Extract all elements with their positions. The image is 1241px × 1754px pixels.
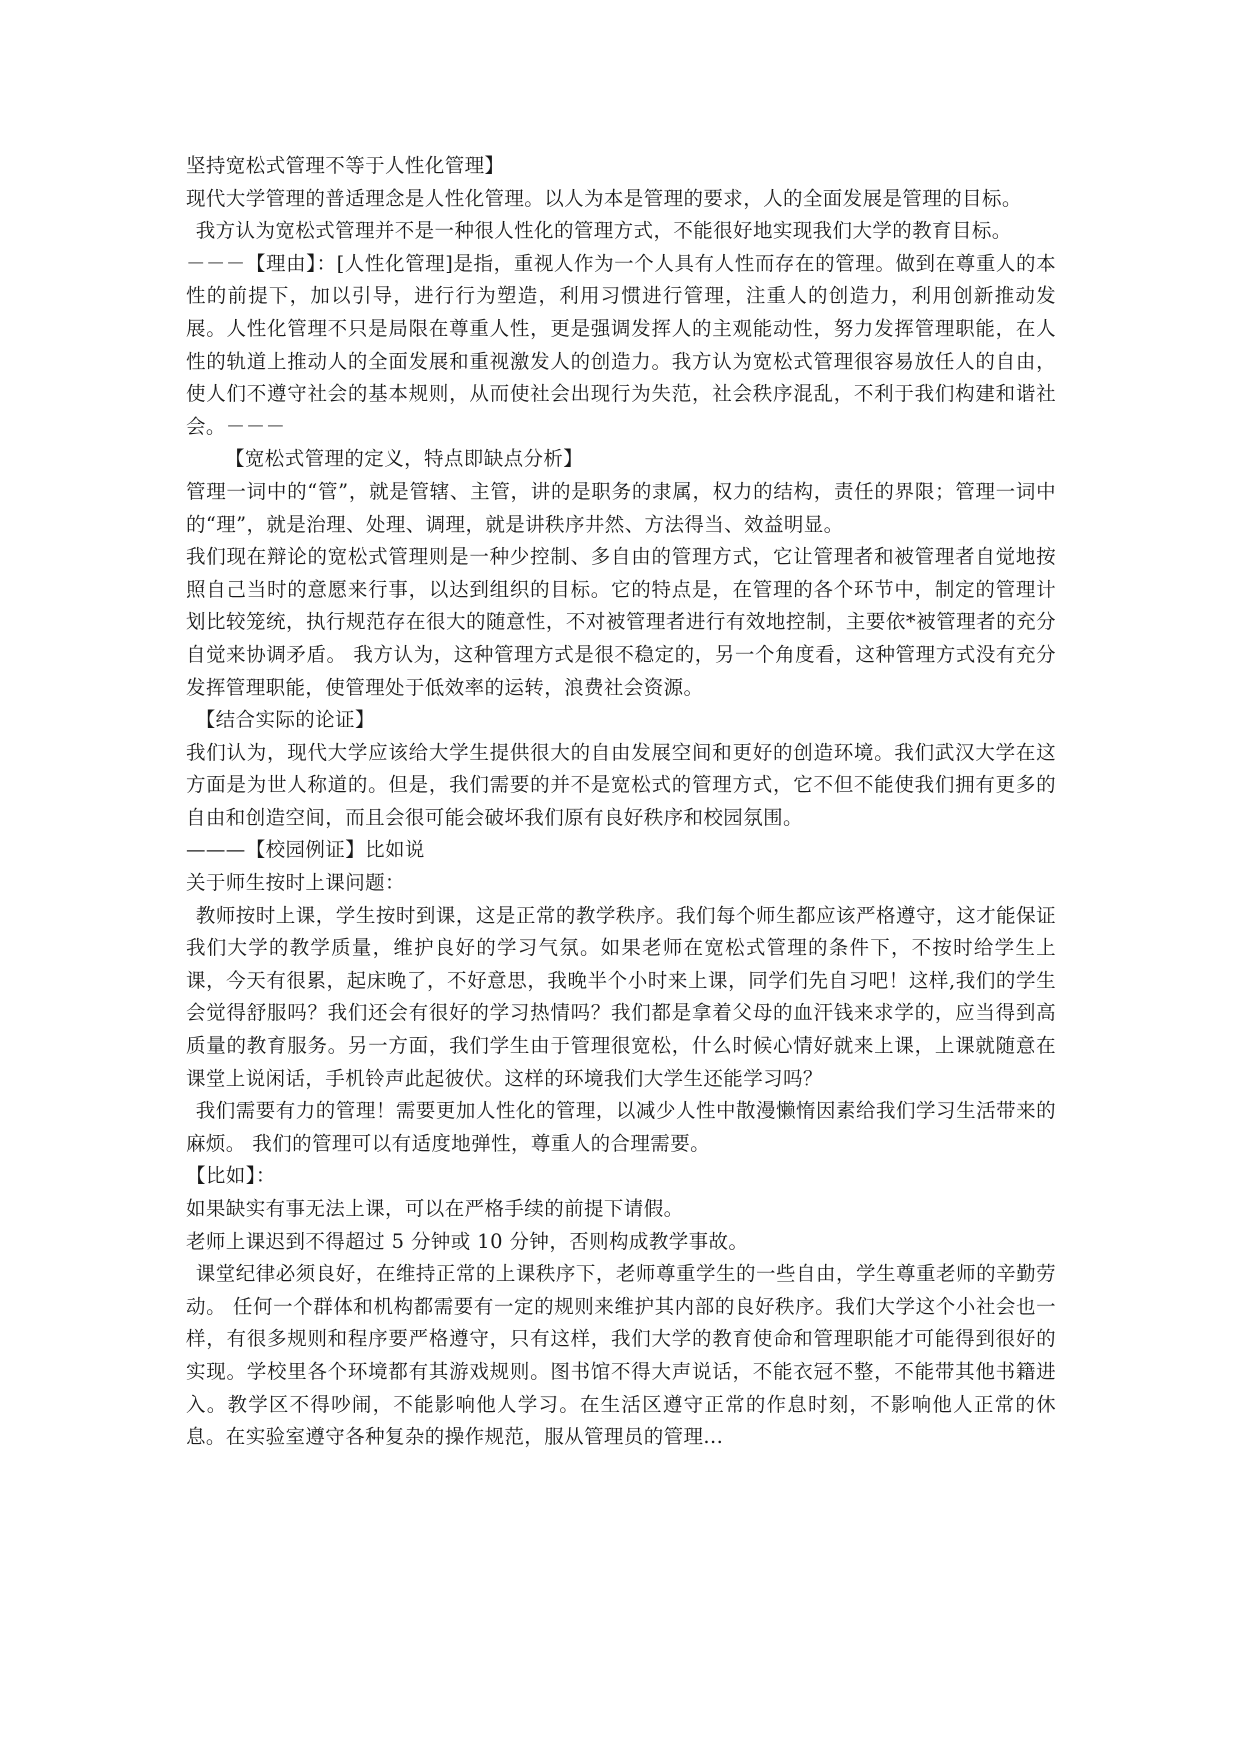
- paragraph: 老师上课迟到不得超过 5 分钟或 10 分钟，否则构成教学事故。: [186, 1229, 749, 1253]
- paragraph: 我们认为，现代大学应该给大学生提供很大的自由发展空间和更好的创造环境。我们武汉大学在这方面是为世人称道的。但是，我们需要的并不是宽松式的管理方式，它不但不能使我们拥有更多的自由和创造空间，而且会很可能会破坏我们原有良好秩序和校园氛围。: [186, 740, 1056, 829]
- paragraph: 如果缺实有事无法上课，可以在严格手续的前提下请假。: [186, 1197, 684, 1220]
- section-heading: 坚持宽松式管理不等于人性化管理】: [186, 154, 505, 177]
- paragraph: 课堂纪律必须良好，在维持正常的上课秩序下，老师尊重学生的一些自由，学生尊重老师的辛勤劳动。 任何一个群体和机构都需要有一定的规则来维护其内部的良好秩序。我们大学这个小社会也一样，有很多规则和程序要严格遵守，只有这样，我们大学的教育使命和管理职能才可能得到很好的实现。学校里各个环境都有其游戏规则。图书馆不得大声说话，不能衣冠不整，不能带其他书籍进入。教学区不得吵闹，不能影响他人学习。在生活区遵守正常的作息时刻，不影响他人正常的休息。在实验室遵守各种复杂的操作规范，服从管理员的管理...: [186, 1262, 1056, 1449]
- paragraph: 教师按时上课，学生按时到课，这是正常的教学秩序。我们每个师生都应该严格遵守，这才能保证我们大学的教学质量，维护良好的学习气氛。如果老师在宽松式管理的条件下，不按时给学生上课，今天有很累，起床晚了，不好意思，我晚半个小时来上课，同学们先自习吧！这样,我们的学生会觉得舒服吗？我们还会有很好的学习热情吗？我们都是拿着父母的血汗钱来求学的，应当得到高质量的教育服务。另一方面，我们学生由于管理很宽松，什么时候心情好就来上课，上课就随意在课堂上说闲话，手机铃声此起彼伏。这样的环境我们大学生还能学习吗？: [186, 903, 1056, 1090]
- section-heading: 【比如】：: [186, 1164, 276, 1188]
- paragraph: 现代大学管理的普适理念是人性化管理。以人为本是管理的要求，人的全面发展是管理的目标。: [186, 186, 1022, 210]
- paragraph: －－－【理由】：[人性化管理]是指，重视人作为一个人具有人性而存在的管理。做到在尊重人的本性的前提下，加以引导，进行行为塑造，利用习惯进行管理，注重人的创造力，利用创新推动发展。人性化管理不只是局限在尊重人性，更是强调发挥人的主观能动性，努力发挥管理职能，在人性的轨道上推动人的全面发展和重视激发人的创造力。我方认为宽松式管理很容易放任人的自由，使人们不遵守社会的基本规则，从而使社会出现行为失范，社会秩序混乱，不利于我们构建和谐社会。－－－: [186, 251, 1056, 438]
- paragraph: 管理一词中的“管”，就是管辖、主管，讲的是职务的隶属，权力的结构，责任的界限；管理一词中的“理”，就是治理、处理、调理，就是讲秩序井然、方法得当、效益明显。: [186, 479, 1056, 536]
- section-heading: ———【校园例证】比如说: [186, 838, 425, 862]
- document-body: [186, 150, 1056, 1454]
- paragraph: 我们需要有力的管理！需要更加人性化的管理，以减少人性中散漫懒惰因素给我们学习生活带来的麻烦。 我们的管理可以有适度地弹性，尊重人的合理需要。: [186, 1099, 1056, 1155]
- paragraph: 我们现在辩论的宽松式管理则是一种少控制、多自由的管理方式，它让管理者和被管理者自觉地按照自己当时的意愿来行事，以达到组织的目标。它的特点是，在管理的各个环节中，制定的管理计划比较笼统，执行规范存在很大的随意性，不对被管理者进行有效地控制，主要依*被管理者的充分自觉来协调矛盾。 我方认为，这种管理方式是很不稳定的，另一个角度看，这种管理方式没有充分发挥管理职能，使管理处于低效率的运转，浪费社会资源。: [186, 545, 1056, 699]
- section-heading: 【结合实际的论证】: [195, 708, 375, 732]
- section-heading: 【宽松式管理的定义，特点即缺点分析】: [225, 447, 584, 471]
- paragraph: 我方认为宽松式管理并不是一种很人性化的管理方式，不能很好地实现我们大学的教育目标。: [195, 219, 1012, 243]
- paragraph: 关于师生按时上课问题：: [186, 871, 405, 895]
